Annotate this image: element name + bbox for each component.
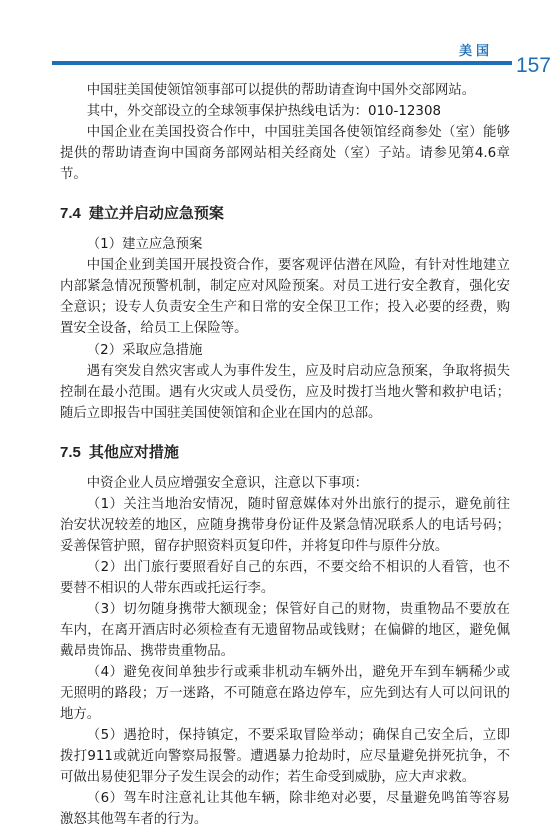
subsection-title: （2）采取应急措施 — [86, 343, 203, 358]
list-item: （3）切勿随身携带大额现金；保管好自己的财物，贵重物品不要放在车内，在离开酒店时必须检查有无遗留物品或钱财；在偏僻的地区，避免佩戴昂贵饰品、携带贵重物品。 — [60, 602, 510, 659]
list-item: （5）遇抢时，保持镇定，不要采取冒险举动；确保自己安全后，立即拨打911或就近向警察局报警。遭遇暴力抢劫时，应尽量避免拼死抗争，不可做出易使犯罪分子发生误会的动作；若生命受到威胁，应大声求救。 — [60, 728, 510, 785]
intro-paragraph-1: 中国驻美国使领馆领事部可以提供的帮助请查询中国外交部网站。 — [86, 83, 476, 98]
section-number: 7.4 — [60, 205, 81, 222]
section-lead: 中资企业人员应增强安全意识，注意以下事项： — [86, 476, 368, 491]
section-7-4-heading — [60, 202, 510, 225]
section-7-5-heading — [60, 441, 510, 464]
subsection-title: （1）建立应急预案 — [86, 237, 203, 252]
page-body — [60, 80, 510, 830]
page-number: 157 — [515, 54, 551, 77]
section-number: 7.5 — [60, 444, 81, 461]
page-header — [0, 0, 559, 82]
header-rule — [52, 61, 512, 65]
list-item: （2）出门旅行要照看好自己的东西，不要交给不相识的人看管，也不要替不相识的人带东西或托运行李。 — [60, 560, 510, 596]
list-item: （1）关注当地治安情况，随时留意媒体对外出旅行的提示，避免前往治安状况较差的地区，应随身携带身份证件及紧急情况联系人的电话号码；妥善保管护照，留存护照资料页复印件，并将复印件与原件分放。 — [60, 497, 510, 554]
intro-paragraph-2: 其中，外交部设立的全球领事保护热线电话为：010-12308 — [86, 104, 441, 119]
intro-paragraph-3: 中国企业在美国投资合作中，中国驻美国各使领馆经商参处（室）能够提供的帮助请查询中国商务部网站相关经商处（室）子站。请参见第4.6章节。 — [60, 125, 510, 182]
running-header-country: 美国 — [458, 44, 493, 59]
paragraph: 遇有突发自然灾害或人为事件发生，应及时启动应急预案，争取将损失控制在最小范围。遇有火灾或人员受伤，应及时拨打当地火警和救护电话；随后立即报告中国驻美国使领馆和企业在国内的总部。 — [60, 364, 510, 421]
section-title: 其他应对措施 — [88, 443, 179, 461]
list-item: （4）避免夜间单独步行或乘非机动车辆外出，避免开车到车辆稀少或无照明的路段；万一迷路，不可随意在路边停车，应先到达有人可以问讯的地方。 — [60, 665, 510, 722]
section-title: 建立并启动应急预案 — [88, 204, 224, 222]
paragraph: 中国企业到美国开展投资合作，要客观评估潜在风险，有针对性地建立内部紧急情况预警机制，制定应对风险预案。对员工进行安全教育，强化安全意识；设专人负责安全生产和日常的安全保卫工作；投入必要的经费，购置安全设备，给员工上保险等。 — [60, 258, 510, 336]
list-item: （6）驾车时注意礼让其他车辆，除非绝对必要，尽量避免鸣笛等容易激怒其他驾车者的行为。 — [60, 791, 510, 827]
